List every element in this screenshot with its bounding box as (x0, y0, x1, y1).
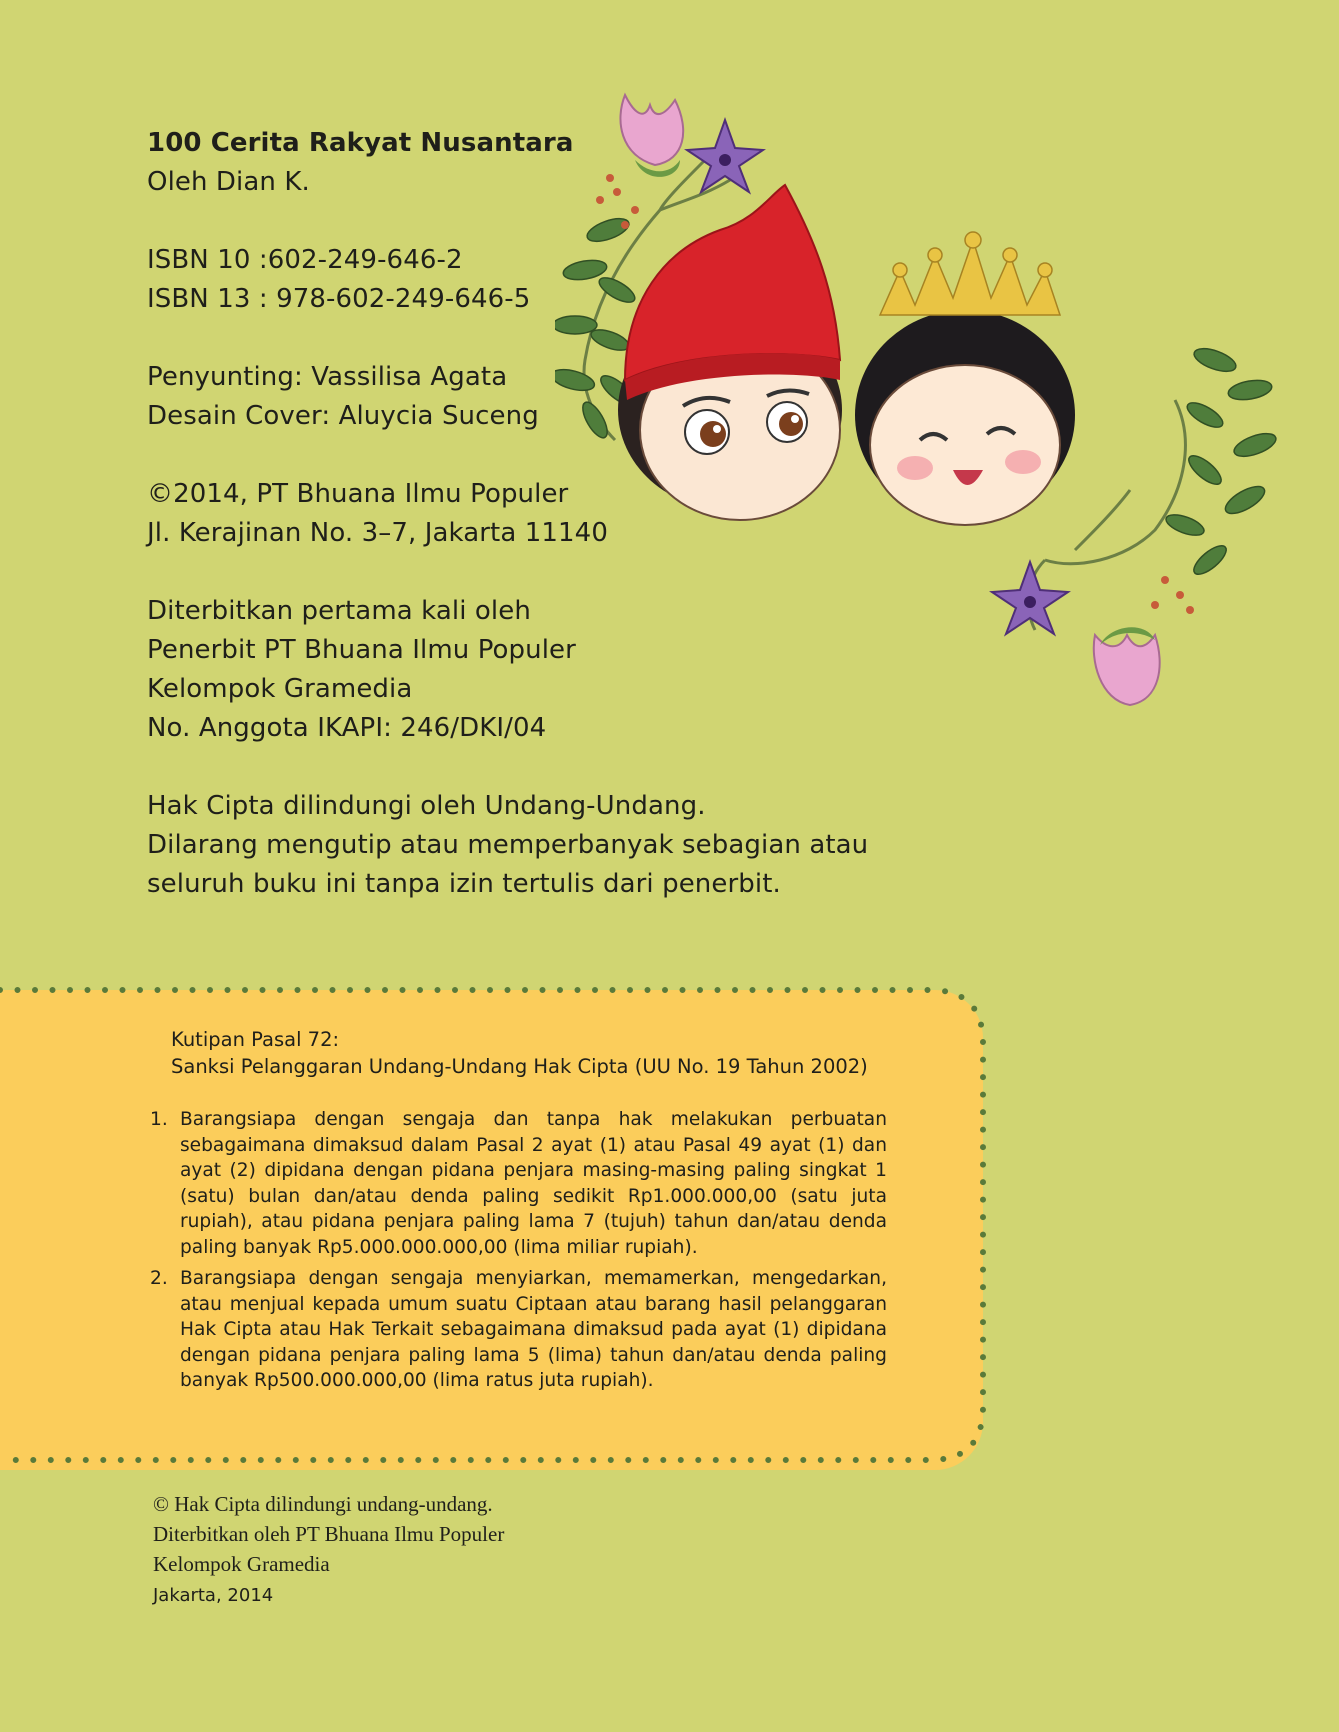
copyright-line: ©2014, PT Bhuana Ilmu Populer (147, 479, 569, 509)
red-cap (625, 185, 840, 400)
notice-heading-block (171, 1026, 891, 1080)
notice-heading: Kutipan Pasal 72: (171, 1028, 340, 1051)
notice-subheading: Sanksi Pelanggaran Undang-Undang Hak Cipta (UU No. 19 Tahun 2002) (171, 1055, 868, 1078)
footer-city-year: Jakarta, 2014 (153, 1585, 274, 1606)
golden-crown (880, 232, 1060, 315)
list-item (150, 1266, 887, 1394)
purple-flower-bottom (992, 562, 1068, 634)
footer-copyright: © Hak Cipta dilindungi undang-undang. (153, 1492, 493, 1516)
publisher-group: Kelompok Gramedia (147, 674, 413, 704)
book-title: 100 Cerita Rakyat Nusantara (147, 128, 574, 158)
rights-line-1: Hak Cipta dilindungi oleh Undang-Undang. (147, 791, 706, 821)
rights-line-2: Dilarang mengutip atau memperbanyak sebagian atau (147, 830, 869, 860)
list-item (150, 1107, 887, 1260)
list-item-text: Barangsiapa dengan sengaja dan tanpa hak melakukan perbuatan sebagaimana dimaksud dalam Pasal 2 ayat (1) atau Pasal 49 ayat (1) dan ayat (2) dipidana dengan pidana penjara masing-masing paling singkat 1 (satu) bulan dan/atau denda paling sedikit Rp1.000.000,00 (satu juta rupiah), atau pidana penjara paling lama 7 (tujuh) tahun dan/atau denda paling banyak Rp5.000.000.000,00 (lima miliar rupiah). (180, 1109, 887, 1258)
children-illustration (555, 60, 1295, 720)
first-published-label: Diterbitkan pertama kali oleh (147, 596, 531, 626)
pink-flower-bottom (1094, 627, 1160, 705)
cover-design-credit: Desain Cover: Aluycia Suceng (147, 401, 539, 431)
rights-line-3: seluruh buku ini tanpa izin tertulis dari penerbit. (147, 869, 781, 899)
girl-face (855, 310, 1075, 525)
publisher-address: Jl. Kerajinan No. 3–7, Jakarta 11140 (147, 518, 608, 548)
list-item-number: 1. (150, 1109, 168, 1130)
notice-list (150, 1107, 887, 1400)
editor-credit: Penyunting: Vassilisa Agata (147, 362, 508, 392)
footer-group: Kelompok Gramedia (153, 1552, 330, 1576)
isbn-10: ISBN 10 :602-249-646-2 (147, 245, 463, 275)
leaves-right (1163, 344, 1278, 579)
footer-publisher: Diterbitkan oleh PT Bhuana Ilmu Populer (153, 1522, 505, 1546)
book-author: Oleh Dian K. (147, 167, 310, 197)
list-item-text: Barangsiapa dengan sengaja menyiarkan, memamerkan, mengedarkan, atau menjual kepada umum suatu Ciptaan atau barang hasil pelanggaran Hak Cipta atau Hak Terkait sebagaimana dimaksud pada ayat (1) dipidana dengan pidana penjara paling lama 5 (lima) tahun dan/atau denda paling banyak Rp500.000.000,00 (lima ratus juta rupiah). (180, 1268, 887, 1391)
isbn-13: ISBN 13 : 978-602-249-646-5 (147, 284, 531, 314)
pink-flower-top (620, 95, 683, 177)
publisher-name: Penerbit PT Bhuana Ilmu Populer (147, 635, 576, 665)
ikapi-number: No. Anggota IKAPI: 246/DKI/04 (147, 713, 547, 743)
footer (153, 1489, 853, 1613)
list-item-number: 2. (150, 1268, 168, 1289)
